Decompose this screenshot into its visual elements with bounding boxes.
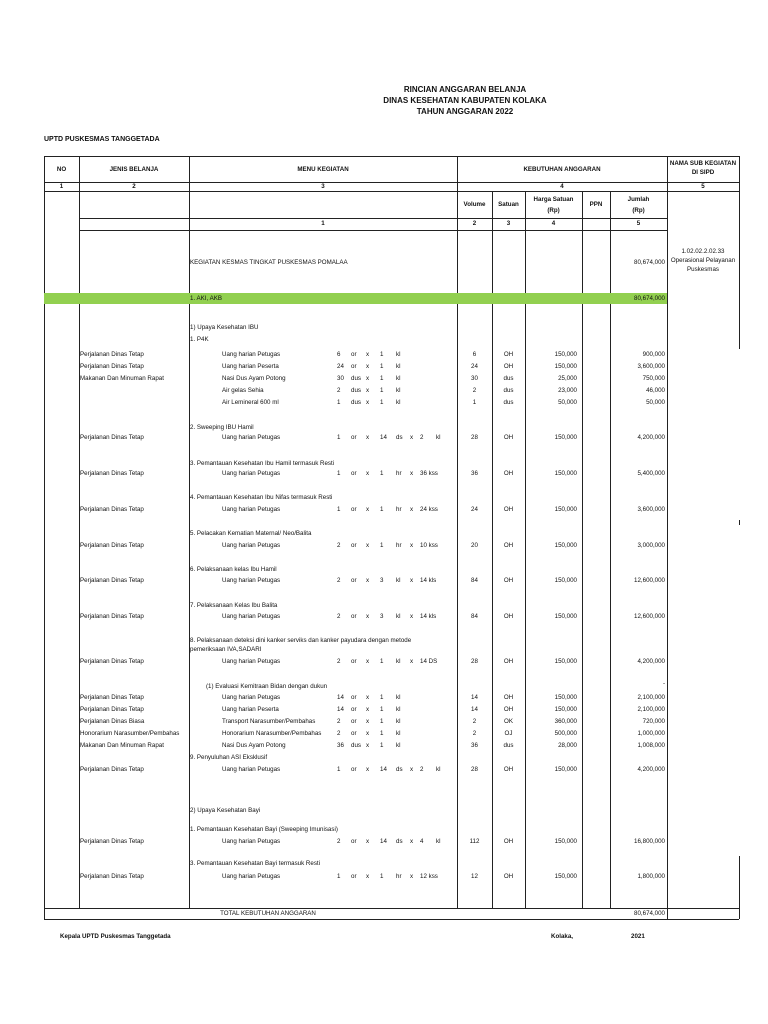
factor-f2: or <box>351 706 357 713</box>
factor-f7: 2 <box>420 434 424 441</box>
factor-f4: 1 <box>380 873 384 880</box>
green-row-label: 1. AKI, AKB <box>190 295 222 302</box>
factor-f1: 1 <box>337 470 341 477</box>
satuan: OH <box>503 838 514 845</box>
factor-f7: 14 kls <box>420 613 437 620</box>
header-menu: MENU KEGIATAN <box>297 166 349 173</box>
factor-f6: x <box>410 658 414 665</box>
factor-f3: x <box>366 387 370 394</box>
satuan: OH <box>503 506 514 513</box>
factor-f5: ds <box>396 766 403 773</box>
satuan: OH <box>503 706 514 713</box>
jenis-belanja: Perjalanan Dinas Biasa <box>80 718 145 725</box>
factor-f3: x <box>366 577 370 584</box>
header-satuan: Satuan <box>498 201 519 208</box>
factor-f6: x <box>410 766 414 773</box>
satuan: OH <box>503 694 514 701</box>
activity-heading: 1. Pemantauan Kesehatan Bayi (Sweeping Imunisasi) <box>190 826 338 833</box>
factor-f2: or <box>351 766 357 773</box>
activity-heading: 9. Penyuluhan ASI Eksklusif <box>190 754 268 761</box>
factor-f2: or <box>351 718 357 725</box>
factor-f3: x <box>366 399 370 406</box>
footer-year: 2021 <box>631 933 645 940</box>
factor-f2: or <box>351 873 357 880</box>
header-num-5: 5 <box>701 183 705 190</box>
factor-f7: 10 kss <box>420 542 438 549</box>
factor-f2: or <box>351 363 357 370</box>
factor-f3: x <box>366 706 370 713</box>
uraian: Transport Narasumber/Pembahas <box>222 718 316 725</box>
factor-f3: x <box>366 873 370 880</box>
volume: 28 <box>471 434 478 441</box>
factor-f2: dus <box>351 742 361 749</box>
subheader-4: 4 <box>551 220 556 227</box>
factor-f5: kl <box>396 658 401 665</box>
uraian: Nasi Dus Ayam Potong <box>222 375 286 382</box>
green-row-amount: 80,674,000 <box>634 295 665 302</box>
factor-f4: 14 <box>380 434 387 441</box>
jumlah: 12,600,000 <box>634 613 665 620</box>
factor-f4: 1 <box>380 718 384 725</box>
harga-satuan: 150,000 <box>554 694 577 701</box>
factor-f3: x <box>366 613 370 620</box>
header-jumlah-2: (Rp) <box>632 207 645 214</box>
total-label: TOTAL KEBUTUHAN ANGGARAN <box>220 910 316 917</box>
uraian: Uang harian Peserta <box>222 363 279 370</box>
factor-f5: kl <box>396 399 401 406</box>
factor-f1: 2 <box>337 838 341 845</box>
factor-f3: x <box>366 375 370 382</box>
factor-f3: x <box>366 730 370 737</box>
factor-f5: kl <box>396 694 401 701</box>
uraian: Uang harian Petugas <box>222 838 281 845</box>
harga-satuan: 150,000 <box>554 613 577 620</box>
harga-satuan: 25,000 <box>558 375 577 382</box>
factor-f6: x <box>410 506 414 513</box>
factor-f3: x <box>366 470 370 477</box>
factor-f1: 1 <box>337 506 341 513</box>
volume: 24 <box>471 363 478 370</box>
jumlah: 50,000 <box>646 399 665 406</box>
uraian: Uang harian Petugas <box>222 470 281 477</box>
satuan: OH <box>503 351 514 358</box>
factor-f4: 1 <box>380 375 384 382</box>
jenis-belanja: Perjalanan Dinas Tetap <box>80 873 144 880</box>
factor-f3: x <box>366 434 370 441</box>
subheader-2: 2 <box>472 220 477 227</box>
harga-satuan: 150,000 <box>554 351 577 358</box>
factor-f1: 36 <box>337 742 344 749</box>
factor-f6: x <box>410 470 414 477</box>
satuan: dus <box>503 399 514 406</box>
factor-f5: ds <box>396 434 403 441</box>
factor-f2: or <box>351 434 357 441</box>
factor-f2: or <box>351 351 357 358</box>
factor-f4: 1 <box>380 542 384 549</box>
doc-title-line3: TAHUN ANGGARAN 2022 <box>416 107 514 116</box>
factor-f4: 1 <box>380 470 384 477</box>
factor-f2: dus <box>351 399 361 406</box>
factor-f2: dus <box>351 375 361 382</box>
factor-f5: kl <box>396 742 401 749</box>
volume: 12 <box>471 873 478 880</box>
factor-f1: 2 <box>337 577 341 584</box>
volume: 36 <box>471 470 478 477</box>
jumlah: 4,200,000 <box>637 658 665 665</box>
factor-f2: or <box>351 470 357 477</box>
factor-f5: kl <box>396 730 401 737</box>
harga-satuan: 50,000 <box>558 399 577 406</box>
factor-f1: 1 <box>337 434 341 441</box>
factor-f1: 2 <box>337 658 341 665</box>
factor-f5: kl <box>396 706 401 713</box>
header-kebutuhan: KEBUTUHAN ANGGARAN <box>523 166 601 173</box>
uraian: Uang harian Petugas <box>222 577 281 584</box>
jenis-belanja: Perjalanan Dinas Tetap <box>80 363 144 370</box>
satuan: OH <box>503 577 514 584</box>
factor-f2: or <box>351 658 357 665</box>
activity-heading: 5. Pelacakan Kematian Maternal/ Neo/Balita <box>190 530 312 537</box>
doc-title-line2: DINAS KESEHATAN KABUPATEN KOLAKA <box>383 96 547 105</box>
satuan: dus <box>503 742 514 749</box>
factor-f3: x <box>366 351 370 358</box>
total-amount: 80,674,000 <box>634 910 665 917</box>
factor-f4: 1 <box>380 658 384 665</box>
factor-f1: 24 <box>337 363 344 370</box>
sub-kegiatan-name-1: Operasional Pelayanan <box>670 257 736 264</box>
harga-satuan: 150,000 <box>554 363 577 370</box>
factor-f4: 1 <box>380 399 384 406</box>
uraian: Uang harian Petugas <box>222 434 281 441</box>
satuan: dus <box>503 387 514 394</box>
satuan: OK <box>504 718 513 725</box>
header-harga-2: (Rp) <box>547 207 560 214</box>
satuan: OH <box>503 470 514 477</box>
uraian: Air gelas Sehia <box>222 387 264 394</box>
volume: 84 <box>471 613 478 620</box>
factor-f6: x <box>410 434 414 441</box>
factor-f3: x <box>366 718 370 725</box>
jenis-belanja: Perjalanan Dinas Tetap <box>80 351 144 358</box>
factor-f3: x <box>366 542 370 549</box>
header-jenis: JENIS BELANJA <box>109 166 159 173</box>
satuan: OH <box>503 434 514 441</box>
header-jumlah-1: Jumlah <box>627 196 650 203</box>
sub-kegiatan-code: 1.02.02.2.02.33 <box>681 248 725 255</box>
doc-title-line1: RINCIAN ANGGARAN BELANJA <box>403 85 527 94</box>
factor-f2: or <box>351 838 357 845</box>
factor-f5: kl <box>396 387 401 394</box>
header-ppn: PPN <box>589 201 603 208</box>
volume: 2 <box>472 718 477 725</box>
volume: 20 <box>471 542 478 549</box>
jenis-belanja: Perjalanan Dinas Tetap <box>80 613 144 620</box>
jenis-belanja: Makanan Dan Minuman Rapat <box>80 742 164 749</box>
header-num-2: 2 <box>132 183 136 190</box>
harga-satuan: 150,000 <box>554 658 577 665</box>
satuan: OH <box>503 873 514 880</box>
factor-f1: 1 <box>337 766 341 773</box>
harga-satuan: 360,000 <box>554 718 577 725</box>
factor-f1: 2 <box>337 387 341 394</box>
jenis-belanja: Perjalanan Dinas Tetap <box>80 506 144 513</box>
harga-satuan: 150,000 <box>554 577 577 584</box>
factor-f8: kl <box>436 766 441 773</box>
jenis-belanja: Makanan Dan Minuman Rapat <box>80 375 164 382</box>
factor-f1: 14 <box>337 706 344 713</box>
evaluasi-heading: (1) Evaluasi Kemitraan Bidan dengan dukun <box>206 683 328 690</box>
jumlah: 3,600,000 <box>637 363 665 370</box>
uraian: Honorarium Narasumber/Pembahas <box>222 730 322 737</box>
factor-f6: x <box>410 577 414 584</box>
factor-f2: or <box>351 613 357 620</box>
volume: 14 <box>471 694 478 701</box>
jenis-belanja: Perjalanan Dinas Tetap <box>80 694 144 701</box>
jumlah: 4,200,000 <box>637 434 665 441</box>
harga-satuan: 150,000 <box>554 766 577 773</box>
factor-f1: 30 <box>337 375 344 382</box>
activity-heading: pemeriksaan IVA,SADARI <box>190 646 262 653</box>
volume: 112 <box>469 838 480 845</box>
activity-heading: 4. Pemantauan Kesehatan Ibu Nifas termasuk Resti <box>190 494 333 501</box>
satuan: OH <box>503 613 514 620</box>
factor-f6: x <box>410 873 414 880</box>
factor-f5: hr <box>396 542 402 549</box>
harga-satuan: 150,000 <box>554 506 577 513</box>
jumlah: 3,600,000 <box>637 506 665 513</box>
volume: 2 <box>472 387 477 394</box>
header-no: NO <box>56 166 67 173</box>
jumlah: 1,008,000 <box>637 742 665 749</box>
uraian: Air Lemineral 600 ml <box>222 399 279 406</box>
factor-f3: x <box>366 838 370 845</box>
factor-f7: 4 <box>420 838 424 845</box>
jumlah: 720,000 <box>642 718 665 725</box>
factor-f5: kl <box>396 375 401 382</box>
factor-f5: kl <box>396 613 401 620</box>
volume: 84 <box>471 577 478 584</box>
volume: 36 <box>471 742 478 749</box>
placeholder-dash: - <box>662 680 665 687</box>
factor-f7: 36 kss <box>420 470 438 477</box>
uraian: Uang harian Petugas <box>222 351 281 358</box>
uraian: Uang harian Petugas <box>222 658 281 665</box>
activity-heading: 2. Sweeping IBU Hamil <box>190 424 254 431</box>
jumlah: 4,200,000 <box>637 766 665 773</box>
factor-f1: 6 <box>337 351 341 358</box>
jenis-belanja: Honorarium Narasumber/Pembahas <box>80 730 180 737</box>
volume: 30 <box>471 375 478 382</box>
factor-f1: 2 <box>337 730 341 737</box>
factor-f2: or <box>351 542 357 549</box>
satuan: dus <box>503 375 514 382</box>
jumlah: 16,800,000 <box>634 838 665 845</box>
header-volume: Volume <box>463 201 486 208</box>
harga-satuan: 28,000 <box>558 742 577 749</box>
factor-f3: x <box>366 766 370 773</box>
factor-f2: or <box>351 730 357 737</box>
factor-f5: kl <box>396 577 401 584</box>
factor-f6: x <box>410 542 414 549</box>
unit-name: UPTD PUSKESMAS TANGGETADA <box>44 136 160 143</box>
factor-f2: or <box>351 506 357 513</box>
jenis-belanja: Perjalanan Dinas Tetap <box>80 838 144 845</box>
factor-f2: dus <box>351 387 361 394</box>
harga-satuan: 150,000 <box>554 706 577 713</box>
factor-f5: hr <box>396 470 402 477</box>
volume: 2 <box>472 730 477 737</box>
header-num-4: 4 <box>560 183 564 190</box>
harga-satuan: 23,000 <box>558 387 577 394</box>
subheader-3: 3 <box>506 220 511 227</box>
jenis-belanja: Perjalanan Dinas Tetap <box>80 542 144 549</box>
jumlah: 5,400,000 <box>637 470 665 477</box>
satuan: OH <box>503 363 514 370</box>
jumlah: 1,800,000 <box>637 873 665 880</box>
factor-f5: ds <box>396 838 403 845</box>
satuan: OH <box>503 542 514 549</box>
factor-f4: 1 <box>380 694 384 701</box>
uraian: Uang harian Peserta <box>222 706 279 713</box>
factor-f4: 1 <box>380 351 384 358</box>
jumlah: 46,000 <box>646 387 665 394</box>
factor-f7: 14 DS <box>420 658 438 665</box>
factor-f1: 2 <box>337 718 341 725</box>
factor-f5: kl <box>396 363 401 370</box>
footer-place: Kolaka, <box>551 933 574 940</box>
factor-f1: 2 <box>337 613 341 620</box>
activity-heading: 6. Pelaksanaan kelas Ibu Hamil <box>190 566 277 573</box>
factor-f6: x <box>410 613 414 620</box>
jumlah: 900,000 <box>642 351 665 358</box>
factor-f3: x <box>366 506 370 513</box>
jumlah: 2,100,000 <box>637 694 665 701</box>
factor-f5: kl <box>396 351 401 358</box>
header-num-1: 1 <box>59 183 64 190</box>
green-highlight-row <box>44 293 667 304</box>
factor-f5: hr <box>396 506 402 513</box>
factor-f7: 24 kss <box>420 506 438 513</box>
kegiatan-label: KEGIATAN KESMAS TINGKAT PUSKESMAS POMALAA <box>190 259 348 266</box>
activity-heading: 3. Pemantauan Kesehatan Ibu Hamil termasuk Resti <box>190 460 335 467</box>
harga-satuan: 150,000 <box>554 542 577 549</box>
factor-f4: 1 <box>380 742 384 749</box>
jenis-belanja: Perjalanan Dinas Tetap <box>80 706 144 713</box>
jenis-belanja: Perjalanan Dinas Tetap <box>80 434 144 441</box>
sub-p4k: 1. P4K <box>190 336 209 343</box>
factor-f8: kl <box>436 838 441 845</box>
volume: 14 <box>471 706 478 713</box>
header-subkegiatan-1: NAMA SUB KEGIATAN <box>669 160 737 167</box>
factor-f2: or <box>351 694 357 701</box>
header-subkegiatan-2: DI SIPD <box>691 169 715 176</box>
jumlah: 12,600,000 <box>634 577 665 584</box>
factor-f4: 3 <box>380 577 384 584</box>
jumlah: 3,000,000 <box>637 542 665 549</box>
uraian: Uang harian Petugas <box>222 766 281 773</box>
factor-f5: kl <box>396 718 401 725</box>
section-ibu: 1) Upaya Kesehatan IBU <box>190 324 259 331</box>
factor-f4: 1 <box>380 506 384 513</box>
volume: 1 <box>472 399 477 406</box>
uraian: Uang harian Petugas <box>222 542 281 549</box>
jenis-belanja: Perjalanan Dinas Tetap <box>80 766 144 773</box>
kegiatan-amount: 80,674,000 <box>634 259 665 266</box>
harga-satuan: 150,000 <box>554 838 577 845</box>
factor-f4: 1 <box>380 730 384 737</box>
uraian: Uang harian Petugas <box>222 506 281 513</box>
factor-f1: 2 <box>337 542 341 549</box>
jumlah: 1,000,000 <box>637 730 665 737</box>
sub-kegiatan-name-2: Puskesmas <box>687 266 719 273</box>
factor-f4: 1 <box>380 706 384 713</box>
jenis-belanja: Perjalanan Dinas Tetap <box>80 658 144 665</box>
harga-satuan: 150,000 <box>554 873 577 880</box>
factor-f5: hr <box>396 873 402 880</box>
subheader-1: 1 <box>321 220 325 227</box>
factor-f3: x <box>366 363 370 370</box>
factor-f7: 2 <box>420 766 424 773</box>
header-harga-1: Harga Satuan <box>533 196 574 203</box>
factor-f4: 14 <box>380 766 387 773</box>
uraian: Uang harian Petugas <box>222 694 281 701</box>
factor-f4: 14 <box>380 838 387 845</box>
factor-f7: 12 kss <box>420 873 438 880</box>
activity-heading: 8. Pelaksanaan deteksi dini kanker serviks dan kanker payudara dengan metode <box>190 637 412 644</box>
jenis-belanja: Perjalanan Dinas Tetap <box>80 577 144 584</box>
factor-f6: x <box>410 838 414 845</box>
activity-heading: 3. Pemantauan Kesehatan Bayi termasuk Resti <box>190 860 321 867</box>
factor-f4: 3 <box>380 613 384 620</box>
factor-f2: or <box>351 577 357 584</box>
factor-f8: kl <box>436 434 441 441</box>
volume: 24 <box>471 506 478 513</box>
jenis-belanja: Perjalanan Dinas Tetap <box>80 470 144 477</box>
factor-f4: 1 <box>380 387 384 394</box>
satuan: OJ <box>504 730 513 737</box>
uraian: Uang harian Petugas <box>222 873 281 880</box>
header-num-3: 3 <box>321 183 325 190</box>
factor-f1: 14 <box>337 694 344 701</box>
factor-f7: 14 kls <box>420 577 437 584</box>
jumlah: 2,100,000 <box>637 706 665 713</box>
factor-f1: 1 <box>337 399 341 406</box>
harga-satuan: 500,000 <box>554 730 577 737</box>
section-bayi: 2) Upaya Kesehatan Bayi <box>190 807 261 814</box>
activity-heading: 7. Pelaksanaan Kelas Ibu Balita <box>190 602 278 609</box>
uraian: Nasi Dus Ayam Potong <box>222 742 286 749</box>
jumlah: 750,000 <box>642 375 665 382</box>
factor-f3: x <box>366 742 370 749</box>
harga-satuan: 150,000 <box>554 470 577 477</box>
volume: 28 <box>471 766 478 773</box>
factor-f4: 1 <box>380 363 384 370</box>
factor-f3: x <box>366 658 370 665</box>
harga-satuan: 150,000 <box>554 434 577 441</box>
satuan: OH <box>503 658 514 665</box>
satuan: OH <box>503 766 514 773</box>
subheader-5: 5 <box>636 220 641 227</box>
factor-f1: 1 <box>337 873 341 880</box>
uraian: Uang harian Petugas <box>222 613 281 620</box>
volume: 6 <box>472 351 477 358</box>
footer-signatory: Kepala UPTD Puskesmas Tanggetada <box>60 933 171 940</box>
factor-f3: x <box>366 694 370 701</box>
volume: 28 <box>471 658 478 665</box>
